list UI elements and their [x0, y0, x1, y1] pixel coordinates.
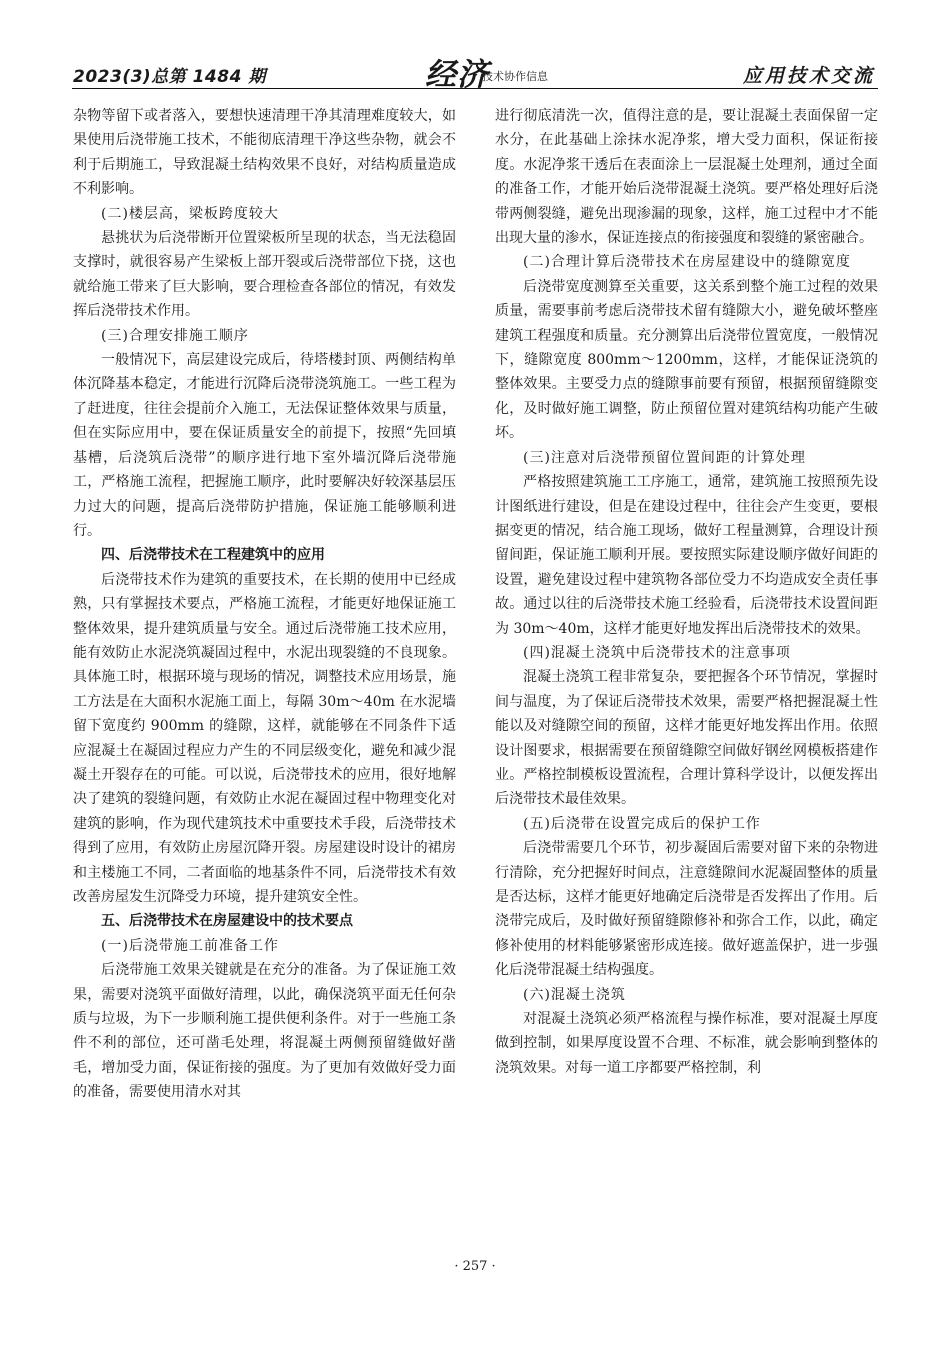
subheading: (二)合理计算后浇带技术在房屋建设中的缝隙宽度: [523, 254, 851, 271]
paragraph: 一般情况下，高层建设完成后，待塔楼封顶、两侧结构单体沉降基本稳定，才能进行沉降后浇带浇筑施工。一些工程为了赶进度，往往会提前介入施工，无法保证整体效果与质量，但在实际应用中，要在保证质量安全的前提下，按照“先回填基槽，后浇筑后浇带”的顺序进行地下室外墙沉降后浇带施工，严格施工流程，把握施工顺序，此时要解决好较深基层压力过大的问题，提高后浇带防护措施，保证施工能够顺利进行。: [73, 352, 456, 539]
section-heading: 四、后浇带技术在工程建筑中的应用: [101, 547, 325, 564]
paragraph: 杂物等留下或者落入，要想快速清理干净其清理难度较大，如果使用后浇带施工技术，不能彻底清理干净这些杂物，就会不利于后期施工，导致混凝土结构效果不良好，对结构质量造成不利影响。: [73, 108, 456, 198]
paragraph: 混凝土浇筑工程非常复杂，要把握各个环节情况，掌握时间与温度，为了保证后浇带技术效果，需要严格把握混凝土性能以及对缝隙空间的预留，这样才能更好地发挥出作用。依照设计图要求，根据需要在预留缝隙空间做好钢丝网模板搭建作业。严格控制模板设置流程，合理计算科学设计，以便发挥出后浇带技术最佳效果。: [495, 669, 878, 808]
paragraph: 进行彻底清洗一次，值得注意的是，要让混凝土表面保留一定水分，在此基础上涂抹水泥净浆，增大受力面积，保证衔接度。水泥净浆干透后在表面涂上一层混凝土处理剂，通过全面的准备工作，才能开始后浇带混凝土浇筑。要严格处理好后浇带两侧裂缝，避免出现渗漏的现象，这样，施工过程中才不能出现大量的渗水，保证连接点的衔接强度和裂缝的紧密融合。: [495, 108, 878, 247]
page-number: · 257 ·: [454, 1259, 496, 1274]
issue-label: 2023(3)总第 1484 期: [73, 67, 266, 87]
subheading: (六)混凝土浇筑: [523, 986, 626, 1003]
subheading: (一)后浇带施工前准备工作: [101, 937, 279, 954]
paragraph: 悬挑状为后浇带断开位置梁板所呈现的状态，当无法稳固支撑时，就很容易产生梁板上部开裂或后浇带部位下挠，这也就给施工带来了巨大影响，要合理检查各部位的情况，有效发挥后浇带技术作用。: [73, 230, 456, 320]
left-column: [73, 104, 456, 1105]
paragraph: 后浇带技术作为建筑的重要技术，在长期的使用中已经成熟，只有掌握技术要点，严格施工流程，才能更好地保证施工整体效果，提升建筑质量与安全。通过后浇带施工技术应用，能有效防止水泥浇筑凝固过程中，水泥出现裂缝的不良现象。具体施工时，根据环境与现场的情况，调整技术应用场景，施工方法是在大面积水泥施工面上，每隔 30m～40m 在水泥墙留下宽度约 900mm 的缝隙，这样，就能够在不同条件下适应混凝土在凝固过程应力产生的不同层级变化，避免和减少混凝土开裂存在的可能。可以说，后浇带技术的应用，很好地解决了建筑的裂缝问题，有效防止水泥在凝固过程中物理变化对建筑的影响，作为现代建筑技术中重要技术手段，后浇带技术得到了应用，有效防止房屋沉降开裂。房屋建设时设计的裙房和主楼施工不同，二者面临的地基条件不同，后浇带技术有效改善房屋发生沉降受力环境，提升建筑安全性。: [73, 571, 456, 905]
section-title: 应用技术交流: [742, 65, 875, 87]
paragraph: 严格按照建筑施工工序施工，通常，建筑施工按照预先设计图纸进行建设，但是在建设过程中，往往会产生变更，要根据变更的情况，结合施工现场，做好工程量测算，合理设计预留间距，保证施工顺利开展。要按照实际建设顺序做好间距的设置，避免建设过程中建筑物各部位受力不均造成安全责任事故。通过以往的后浇带技术施工经验看，后浇带技术设置间距为 30m～40m，这样才能更好地发挥出后浇带技术的效果。: [495, 474, 878, 637]
journal-logo-subtitle: 技术协作信息: [482, 70, 548, 83]
section-heading: 五、后浇带技术在房屋建设中的技术要点: [101, 913, 353, 930]
paragraph: 后浇带宽度测算至关重要，这关系到整个施工过程的效果质量，需要事前考虑后浇带技术留有缝隙大小，避免破坏整座建筑工程强度和质量。充分测算出后浇带位置宽度，一般情况下，缝隙宽度 800mm～1200mm，这样，才能保证浇筑的整体效果。主要受力点的缝隙事前要有预留，根据预留缝隙变化，及时做好施工调整，防止预留位置对建筑结构功能产生破坏。: [495, 278, 878, 442]
subheading: (三)合理安排施工顺序: [101, 327, 249, 344]
journal-logo: 经济: [425, 57, 489, 93]
right-column: [495, 104, 878, 1080]
paragraph: 后浇带施工效果关键就是在充分的准备。为了保证施工效果，需要对浇筑平面做好清理，以此，确保浇筑平面无任何杂质与垃圾，为下一步顺利施工提供便利条件。对于一些施工条件不利的部位，还可凿毛处理，将混凝土两侧预留缝做好凿毛，增加受力面，保证衔接的强度。为了更加有效做好受力面的准备，需要使用清水对其: [73, 962, 456, 1101]
subheading: (四)混凝土浇筑中后浇带技术的注意事项: [523, 644, 791, 661]
paragraph: 后浇带需要几个环节，初步凝固后需要对留下来的杂物进行清除，充分把握好时间点，注意缝隙间水泥凝固整体的质量是否达标，这样才能更好地确定后浇带是否发挥出了作用。后浇带完成后，及时做好预留缝隙修补和弥合工作，以此，确定修补使用的材料能够紧密形成连接。做好遮盖保护，进一步强化后浇带混凝土结构强度。: [495, 840, 878, 979]
paragraph: 对混凝土浇筑必须严格流程与操作标准，要对混凝土厚度做到控制，如果厚度设置不合理、不标准，就会影响到整体的浇筑效果。对每一道工序都要严格控制，利: [495, 1011, 878, 1076]
subheading: (五)后浇带在设置完成后的保护工作: [523, 815, 761, 832]
header-rule: [72, 88, 878, 89]
page-header: [0, 0, 950, 95]
subheading: (三)注意对后浇带预留位置间距的计算处理: [523, 449, 806, 466]
subheading: (二)楼层高，梁板跨度较大: [101, 205, 279, 222]
